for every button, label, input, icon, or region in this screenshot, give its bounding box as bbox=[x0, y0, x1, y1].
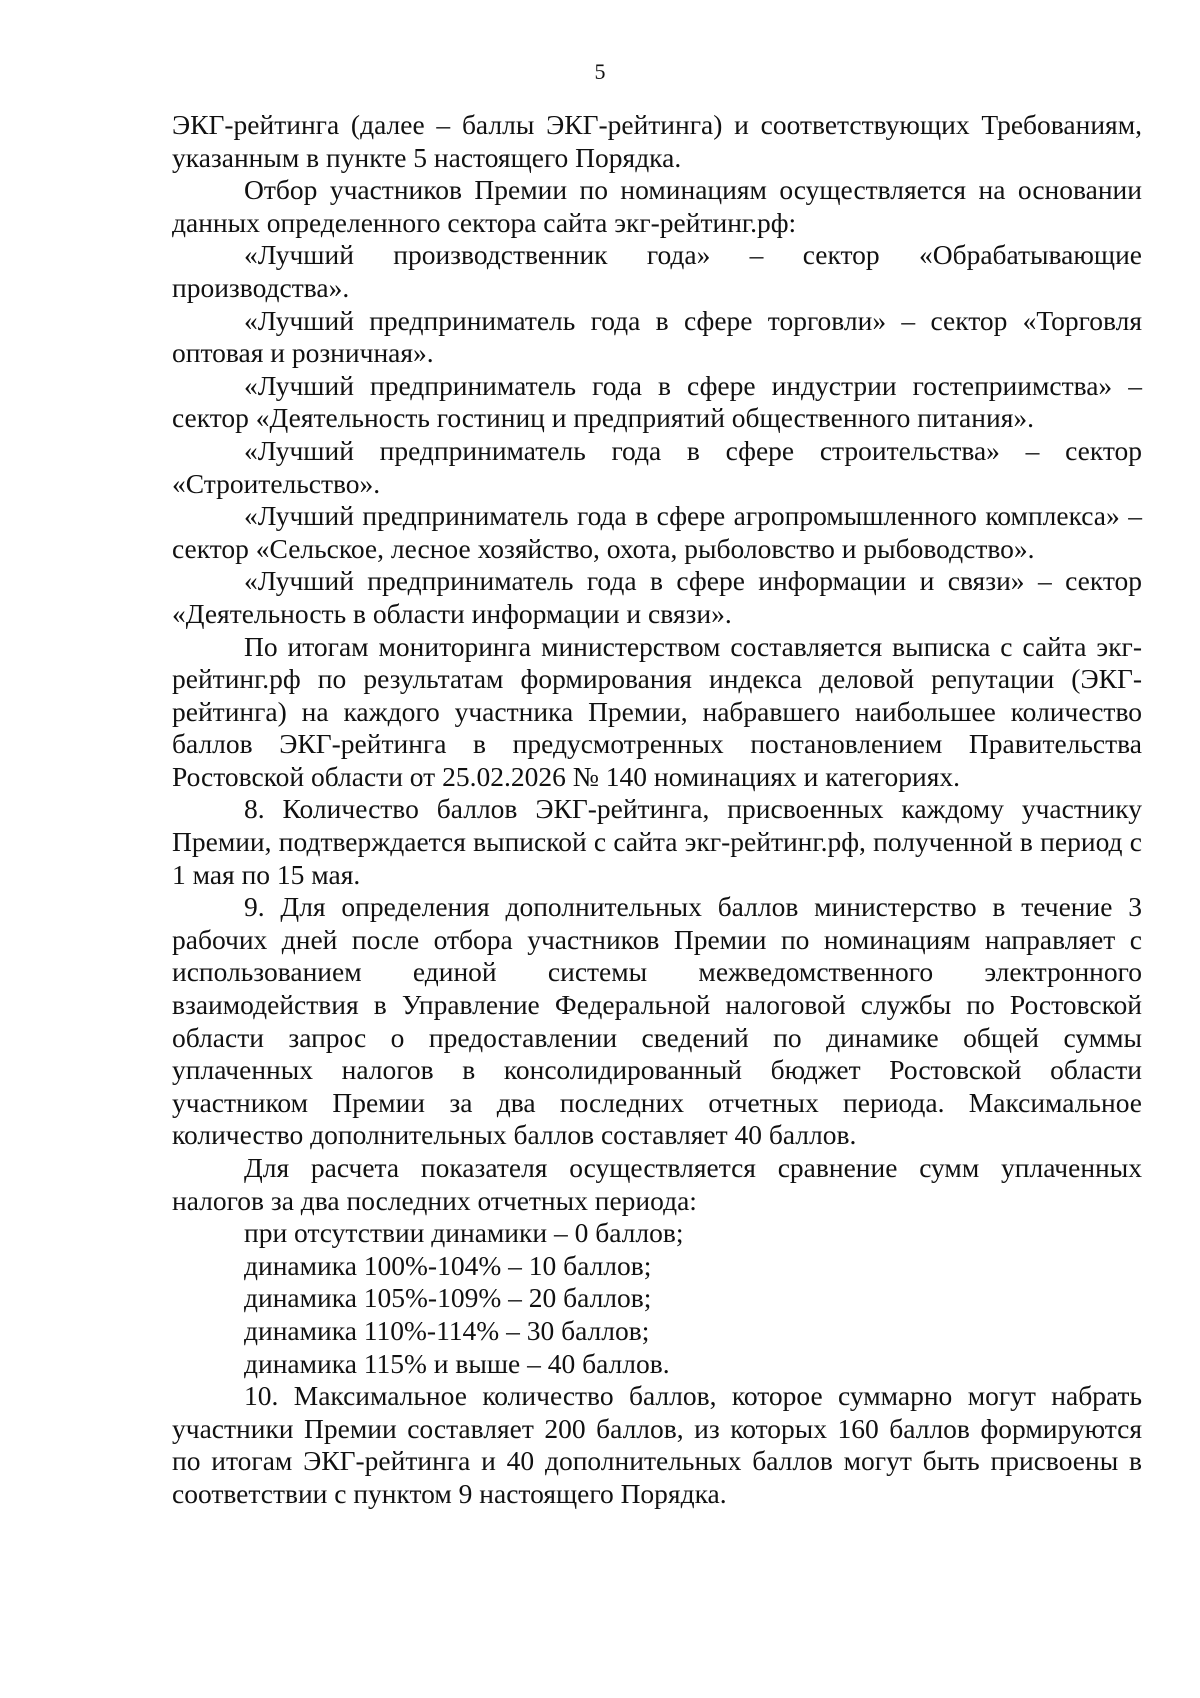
paragraph-clause-9: 9. Для определения дополнительных баллов министерство в течение 3 рабочих дней после отбора участников Премии по номинациям направляет с использованием единой системы межведомственного электронного взаимодействия в Управление Федеральной налоговой службы по Ростовской области запрос о предоставлении сведений по динамике общей суммы уплаченных налогов в консолидированный бюджет Ростовской области участником Премии за два последних отчетных периода. Максимальное количество дополнительных баллов составляет 40 баллов. bbox=[172, 891, 1142, 1151]
paragraph-selection: Отбор участников Премии по номинациям осуществляется на основании данных определенного сектора сайта экг-рейтинг.рф: bbox=[172, 174, 1142, 238]
paragraph-monitoring: По итогам мониторинга министерством составляется выписка с сайта экг-рейтинг.рф по результатам формирования индекса деловой репутации (ЭКГ-рейтинга) на каждого участника Премии, набравшего наибольшее количество баллов ЭКГ-рейтинга в предусмотренных постановлением Правительства Ростовской области от 25.02.2026 № 140 номинациях и категориях. bbox=[172, 630, 1142, 792]
paragraph-clause-8: 8. Количество баллов ЭКГ-рейтинга, присвоенных каждому участнику Премии, подтверждается выпиской с сайта экг-рейтинг.рф, полученной в период с 1 мая по 15 мая. bbox=[172, 793, 1142, 890]
score-item: при отсутствии динамики – 0 баллов; bbox=[244, 1217, 684, 1249]
nomination-hospitality: «Лучший предприниматель года в сфере индустрии гостеприимства» – сектор «Деятельность гостиниц и предприятий общественного питания». bbox=[172, 369, 1142, 434]
nomination-trade: «Лучший предприниматель года в сфере торговли» – сектор «Торговля оптовая и розничная». bbox=[172, 304, 1142, 369]
score-item: динамика 100%-104% – 10 баллов; bbox=[244, 1249, 652, 1281]
paragraph-continuation: ЭКГ-рейтинга (далее – баллы ЭКГ-рейтинга) и соответствующих Требованиям, указанным в пункте 5 настоящего Порядка. bbox=[172, 109, 1142, 173]
nomination-agro: «Лучший предприниматель года в сфере агропромышленного комплекса» – сектор «Сельское, лесное хозяйство, охота, рыболовство и рыбоводство». bbox=[172, 500, 1142, 564]
score-item: динамика 115% и выше – 40 баллов. bbox=[244, 1347, 670, 1379]
score-item: динамика 110%-114% – 30 баллов; bbox=[244, 1314, 650, 1346]
paragraph-calculation: Для расчета показателя осуществляется сравнение сумм уплаченных налогов за два последних отчетных периода: bbox=[172, 1152, 1142, 1216]
nomination-construction: «Лучший предприниматель года в сфере строительства» – сектор «Строительство». bbox=[172, 434, 1142, 499]
page-number: 5 bbox=[594, 59, 606, 84]
document-body bbox=[172, 109, 1142, 1511]
paragraph-clause-10: 10. Максимальное количество баллов, которое суммарно могут набрать участники Премии составляет 200 баллов, из которых 160 баллов формируются по итогам ЭКГ-рейтинга и 40 дополнительных баллов могут быть присвоены в соответствии с пунктом 9 настоящего Порядка. bbox=[172, 1380, 1142, 1509]
nomination-manufacturer: «Лучший производственник года» – сектор «Обрабатывающие производства». bbox=[172, 239, 1142, 303]
score-item: динамика 105%-109% – 20 баллов; bbox=[244, 1282, 652, 1314]
nomination-it: «Лучший предприниматель года в сфере информации и связи» – сектор «Деятельность в области информации и связи». bbox=[172, 565, 1142, 629]
